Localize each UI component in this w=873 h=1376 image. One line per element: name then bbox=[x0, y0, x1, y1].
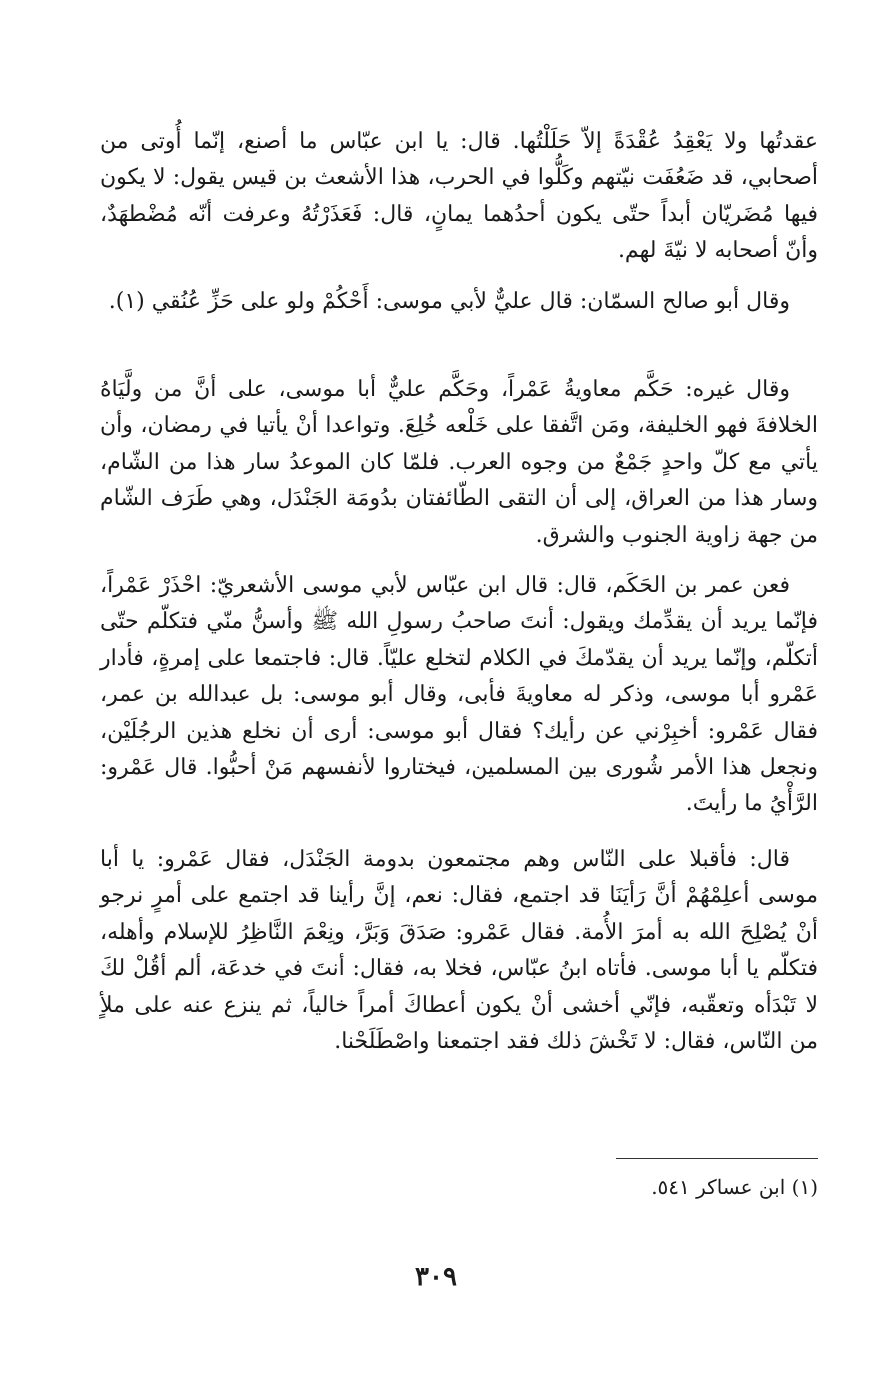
paragraph: قال: فأقبلا على النّاس وهم مجتمعون بدومة الجَنْدَل، فقال عَمْرو: يا أبا موسى أعلِمْهُمْ أنَّ رَأيَنَا قد اجتمع، فقال: نعم، إنَّ رأينا قد اجتمع على أمرٍ نرجو أنْ يُصْلِحَ الله به أمرَ الأُمة. فقال عَمْرو: صَدَقَ وَبَرَّ، ونِعْمَ النَّاظِرُ للإسلام وأهله، فتكلّم يا أبا موسى. فأتاه ابنُ عبّاس، فخلا به، فقال: أنتَ في خدعَة، ألم أقُلْ لكَ لا تَبْدَأه وتعقّبه، فإنّي أخشى أنْ يكون أعطاكَ أمراً خالياً، ثم ينزع عنه على ملأٍ من النّاس، فقال: لا تَخْشَ ذلك فقد اجتمعنا واصْطَلَحْنا. bbox=[100, 847, 818, 1055]
paragraph: فعن عمر بن الحَكَم، قال: قال ابن عبّاس لأبي موسى الأشعريّ: احْذَرْ عَمْراً، فإنّما يريد أن يقدِّمك ويقول: أنتَ صاحبُ رسولِ الله ﷺ وأسنُّ منّي فتكلّم حتّى أتكلّم، وإنّما يريد أن يقدّمكَ في الكلام لتخلع عليّاً. قال: فاجتمعا على إمرةٍ، فأدار عَمْرو أبا موسى، وذكر له معاويةَ فأبى، وقال أبو موسى: بل عبدالله بن عمر، فقال عَمْرو: أخبِرْني عن رأيك؟ فقال أبو موسى: أرى أن نخلع هذين الرجُلَيْن، ونجعل هذا الأمر شُورى بين المسلمين، فيختاروا لأنفسهم مَنْ أحبُّوا. قال عَمْرو: الرَّأْيُ ما رأيتَ. bbox=[100, 573, 819, 817]
paragraph-block bbox=[100, 372, 818, 554]
page-number: ٣٠٩ bbox=[415, 1262, 457, 1292]
paragraph-block bbox=[100, 124, 818, 270]
paragraph-block bbox=[100, 568, 818, 823]
footnote: (١) ابن عساكر ٥٤١. bbox=[651, 1175, 818, 1199]
footnote-divider bbox=[616, 1158, 818, 1159]
paragraph: عقدتُها ولا يَعْقِدُ عُقْدَةً إلاّ حَلَلْتُها. قال: يا ابن عبّاس ما أصنع، إنّما أُوتى من أصحابي، قد ضَعُفَت نيّتهم وكَلُّوا في الحرب، هذا الأشعث بن قيس يقول: لا يكون فيها مُضَريّان أبداً حتّى يكون أحدُهما يمانٍ، قال: فَعَذَرْتُهُ وعرفت أنّه مُضْطهَدٌ، وأنّ أصحابه لا نيّةَ لهم. bbox=[100, 129, 818, 264]
paragraph-block bbox=[100, 284, 818, 320]
paragraph: وقال غيره: حَكَّم معاويةُ عَمْراً، وحَكَّم عليٌّ أبا موسى، على أنَّ من ولَّيَاهُ الخلافةَ فهو الخليفة، ومَن اتَّفقا على خَلْعه خُلِعَ. وتواعدا أنْ يأتيا في رمضان، وأن يأتي مع كلّ واحدٍ جَمْعٌ من وجوه العرب. فلمّا كان الموعدُ سار هذا من الشّام، وسار هذا من العراق، إلى أن التقى الطّائفتان بدُومَة الجَنْدَل، وهي طَرَف الشّام من جهة زاوية الجنوب والشرق. bbox=[100, 377, 818, 548]
paragraph-block bbox=[100, 842, 818, 1060]
paragraph: وقال أبو صالح السمّان: قال عليٌّ لأبي موسى: أَحْكُمْ ولو على حَزِّ عُنُقي (١). bbox=[108, 289, 790, 314]
